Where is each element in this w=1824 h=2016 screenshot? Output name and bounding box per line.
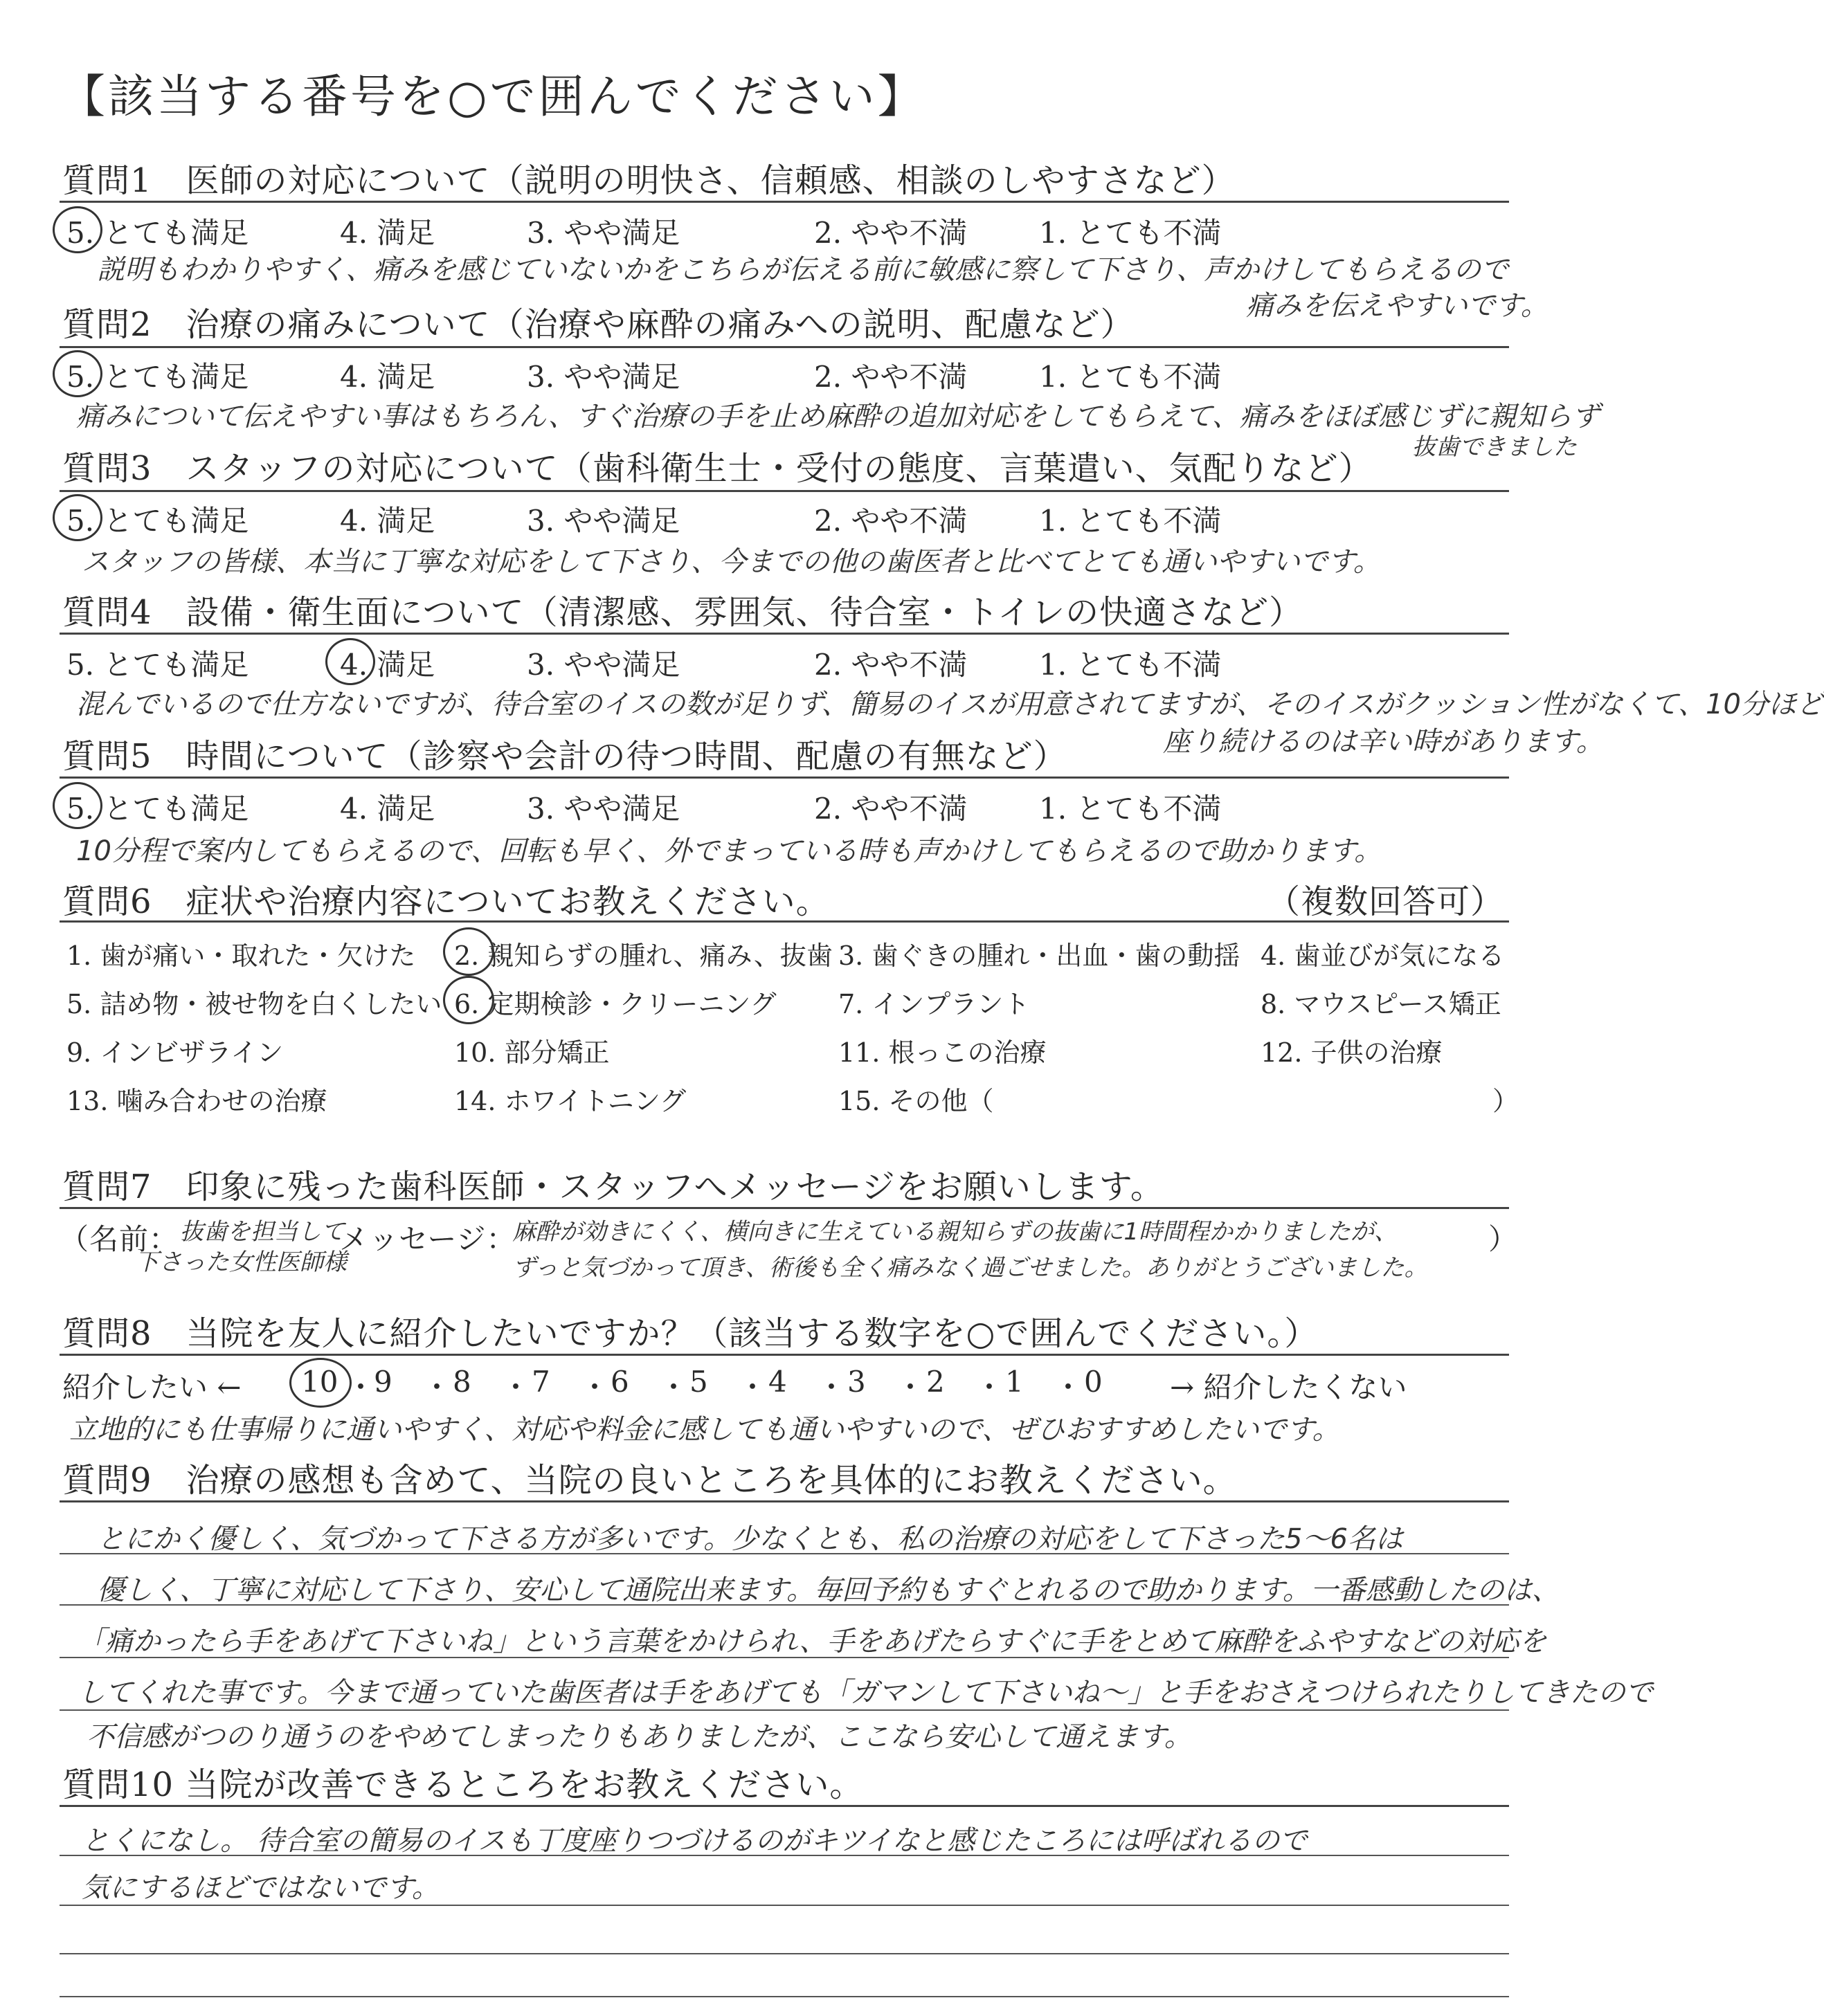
page-title: 【該当する番号を○で囲んでください】 — [60, 70, 926, 123]
q8-right-label: → 紹介したくない — [1170, 1370, 1407, 1404]
q3-option-3[interactable]: 3. やや満足 — [527, 504, 680, 538]
q5-option-3[interactable]: 3. やや満足 — [527, 792, 680, 826]
q2-comment-2: 抜歯できました — [1412, 433, 1577, 461]
q6-item-1[interactable]: 1. 歯が痛い・取れた・欠けた — [66, 941, 416, 971]
q6-item-3[interactable]: 3. 歯ぐきの腫れ・出血・歯の動揺 — [838, 941, 1240, 971]
q10-title: 質問10 当院が改善できるところをお教えください。 — [62, 1765, 864, 1804]
q6-rule — [60, 920, 1509, 923]
q6-item-9[interactable]: 9. インビザライン — [66, 1037, 284, 1068]
q6-item-12[interactable]: 12. 子供の治療 — [1261, 1037, 1443, 1068]
q9-title: 質問9 治療の感想も含めて、当院の良いところを具体的にお教えください。 — [62, 1461, 1237, 1500]
q6-item-6[interactable]: 6. 定期検診・クリーニング — [454, 989, 777, 1019]
q6-item-5[interactable]: 5. 詰め物・被せ物を白くしたい — [66, 989, 442, 1019]
q1-option-3[interactable]: 3. やや満足 — [527, 216, 680, 250]
q5-comment-1: 10分程で案内してもらえるので、回転も早く、外でまっている時も声かけしてもらえるので助かります。 — [76, 835, 1382, 867]
q9-comment-5: 不信感がつのり通うのをやめてしまったりもありましたが、ここなら安心して通えます。 — [87, 1721, 1192, 1753]
q8-dot: ・ — [659, 1370, 689, 1404]
q8-rule — [60, 1354, 1509, 1356]
q6-item-8[interactable]: 8. マウスピース矯正 — [1261, 989, 1501, 1019]
q8-scale-8[interactable]: 8 — [453, 1365, 471, 1399]
q2-option-4[interactable]: 4. 満足 — [340, 360, 435, 394]
q8-scale-2[interactable]: 2 — [926, 1365, 945, 1399]
q8-scale-10[interactable]: 10 — [301, 1365, 338, 1399]
q8-scale-7[interactable]: 7 — [532, 1365, 550, 1399]
q7-message-2: ずっと気づかって頂き、術後も全く痛みなく過ごせました。ありがとうございました。 — [512, 1254, 1428, 1282]
q1-option-1[interactable]: 1. とても不満 — [1039, 216, 1222, 250]
q6-title: 質問6 症状や治療内容についてお教えください。 — [62, 882, 830, 921]
q6-item-14[interactable]: 14. ホワイトニング — [454, 1086, 687, 1116]
q4-option-3[interactable]: 3. やや満足 — [527, 648, 680, 682]
q8-scale-1[interactable]: 1 — [1005, 1365, 1024, 1399]
q4-option-4[interactable]: 4. 満足 — [340, 648, 435, 682]
q8-dot: ・ — [817, 1370, 847, 1404]
q8-comment-1: 立地的にも仕事帰りに通いやすく、対応や料金に感しても通いやすいので、ぜひおすすめしたいです。 — [69, 1414, 1340, 1446]
q4-title: 質問4 設備・衛生面について（清潔感、雰囲気、待合室・トイレの快適さなど） — [62, 593, 1303, 632]
q3-option-4[interactable]: 4. 満足 — [340, 504, 435, 538]
q6-item-4[interactable]: 4. 歯並びが気になる — [1261, 941, 1505, 971]
q7-name-label: （名前： — [60, 1222, 179, 1256]
q10-comment-1: とくになし。 待合室の簡易のイスも丁度座りつづけるのがキツイなと感じたころには呼ばれるので — [82, 1825, 1308, 1857]
q6-selection-circle-2 — [443, 927, 494, 976]
q2-option-2[interactable]: 2. やや不満 — [814, 360, 968, 394]
q8-scale-0[interactable]: 0 — [1084, 1365, 1103, 1399]
q6-item-15[interactable]: 15. その他（ — [838, 1086, 994, 1116]
q7-message-label: メッセージ： — [339, 1222, 516, 1256]
q1-selection-circle — [53, 206, 102, 253]
q6-item-7[interactable]: 7. インプラント — [838, 989, 1030, 1019]
q4-option-2[interactable]: 2. やや不満 — [814, 648, 968, 682]
q1-rule — [60, 201, 1509, 203]
q1-comment-1: 説明もわかりやすく、痛みを感じていないかをこちらが伝える前に敏感に察して下さり、声かけしてもらえるので — [97, 254, 1509, 286]
q1-comment-2: 痛みを伝えやすいです。 — [1246, 290, 1548, 322]
q2-title: 質問2 治療の痛みについて（治療や麻酔の痛みへの説明、配慮など） — [62, 305, 1135, 344]
q2-option-5[interactable]: 5. とても満足 — [66, 360, 249, 394]
q6-item-10[interactable]: 10. 部分矯正 — [454, 1037, 610, 1068]
q8-scale-9[interactable]: 9 — [374, 1365, 392, 1399]
q7-name-2: 下さった女性医師様 — [135, 1248, 347, 1276]
q3-selection-circle — [53, 494, 102, 541]
q10-line — [60, 1953, 1509, 1954]
q6-note: （複数回答可） — [1267, 882, 1505, 921]
q8-dot: ・ — [738, 1370, 768, 1404]
q1-option-4[interactable]: 4. 満足 — [340, 216, 435, 250]
q8-dot: ・ — [580, 1370, 610, 1404]
q2-option-3[interactable]: 3. やや満足 — [527, 360, 680, 394]
q7-title: 質問7 印象に残った歯科医師・スタッフへメッセージをお願いします。 — [62, 1168, 1164, 1206]
q1-option-2[interactable]: 2. やや不満 — [814, 216, 968, 250]
q4-comment-2: 座り続けるのは辛い時があります。 — [1163, 726, 1604, 758]
q3-comment-1: スタッフの皆様、本当に丁寧な対応をして下さり、今までの他の歯医者と比べてとても通いやすいです。 — [82, 546, 1381, 578]
q10-comment-2: 気にするほどではないです。 — [82, 1872, 440, 1904]
q5-option-1[interactable]: 1. とても不満 — [1039, 792, 1222, 826]
q3-rule — [60, 490, 1509, 492]
q5-option-2[interactable]: 2. やや不満 — [814, 792, 968, 826]
q7-name-1: 抜歯を担当して — [180, 1218, 345, 1246]
q1-option-5[interactable]: 5. とても満足 — [66, 216, 249, 250]
q1-title: 質問1 医師の対応について（説明の明快さ、信頼感、相談のしやすさなど） — [62, 161, 1236, 200]
q8-dot: ・ — [896, 1370, 925, 1404]
q8-scale-6[interactable]: 6 — [611, 1365, 629, 1399]
q5-option-5[interactable]: 5. とても満足 — [66, 792, 249, 826]
q6-item-13[interactable]: 13. 噛み合わせの治療 — [66, 1086, 327, 1116]
q8-dot: ・ — [346, 1370, 376, 1404]
q4-option-5[interactable]: 5. とても満足 — [66, 648, 249, 682]
q9-rule — [60, 1500, 1509, 1502]
q3-title: 質問3 スタッフの対応について（歯科衛生士・受付の態度、言葉遣い、気配りなど） — [62, 449, 1373, 488]
q8-dot: ・ — [501, 1370, 531, 1404]
q7-rule — [60, 1207, 1509, 1209]
q8-dot: ・ — [1054, 1370, 1083, 1404]
q2-selection-circle — [53, 350, 102, 397]
q6-item-11[interactable]: 11. 根っこの治療 — [838, 1037, 1047, 1068]
q4-comment-1: 混んでいるので仕方ないですが、待合室のイスの数が足りず、簡易のイスが用意されてますが、そのイスがクッション性がなくて、10分ほど — [76, 689, 1824, 720]
q3-option-2[interactable]: 2. やや不満 — [814, 504, 968, 538]
q8-left-label: 紹介したい ← — [62, 1370, 242, 1404]
q7-close: ） — [1488, 1222, 1519, 1256]
q8-scale-5[interactable]: 5 — [689, 1365, 708, 1399]
q2-comment-1: 痛みについて伝えやすい事はもちろん、すぐ治療の手を止め麻酔の追加対応をしてもらえて、痛みをほぼ感じずに親知らず — [76, 401, 1600, 433]
q4-option-1[interactable]: 1. とても不満 — [1039, 648, 1222, 682]
q10-rule — [60, 1805, 1509, 1807]
q8-dot: ・ — [975, 1370, 1004, 1404]
q6-selection-circle-6 — [443, 976, 494, 1024]
q9-comment-1: とにかく優しく、気づかって下さる方が多いです。少なくとも、私の治療の対応をして下さった5～6名は — [97, 1523, 1403, 1555]
q10-line — [60, 1996, 1509, 1997]
q2-rule — [60, 346, 1509, 348]
q6-item-2[interactable]: 2. 親知らずの腫れ、痛み、抜歯 — [454, 941, 833, 971]
q8-selection-circle — [289, 1358, 352, 1408]
q8-scale-4[interactable]: 4 — [768, 1365, 787, 1399]
q8-title: 質問8 当院を友人に紹介したいですか？（該当する数字を○で囲んでください。） — [62, 1314, 1319, 1353]
q9-comment-4: してくれた事です。今まで通っていた歯医者は手をあげても「ガマンして下さいね～」と手をおさえつけられたりしてきたので — [78, 1677, 1653, 1709]
q9-comment-3: 「痛かったら手をあげて下さいね」という言葉をかけられ、手をあげたらすぐに手をとめて麻酔をふやすなどの対応を — [78, 1626, 1547, 1658]
q8-dot: ・ — [422, 1370, 452, 1404]
q7-message-1: 麻酔が効きにくく、横向きに生えている親知らずの抜歯に1時間程かかりましたが、 — [512, 1218, 1398, 1246]
q5-selection-circle — [53, 782, 102, 829]
q6-item-15-close: ） — [1492, 1086, 1519, 1116]
q4-rule — [60, 633, 1509, 635]
q9-comment-2: 優しく、丁寧に対応して下さり、安心して通院出来ます。毎回予約もすぐとれるので助かります。一番感動したのは、 — [97, 1574, 1560, 1606]
q5-title: 質問5 時間について（診察や会計の待つ時間、配慮の有無など） — [62, 737, 1067, 776]
q5-option-4[interactable]: 4. 満足 — [340, 792, 435, 826]
q3-option-1[interactable]: 1. とても不満 — [1039, 504, 1222, 538]
q4-selection-circle — [325, 638, 375, 685]
q5-rule — [60, 777, 1509, 779]
q2-option-1[interactable]: 1. とても不満 — [1039, 360, 1222, 394]
q3-option-5[interactable]: 5. とても満足 — [66, 504, 249, 538]
q8-scale-3[interactable]: 3 — [847, 1365, 866, 1399]
